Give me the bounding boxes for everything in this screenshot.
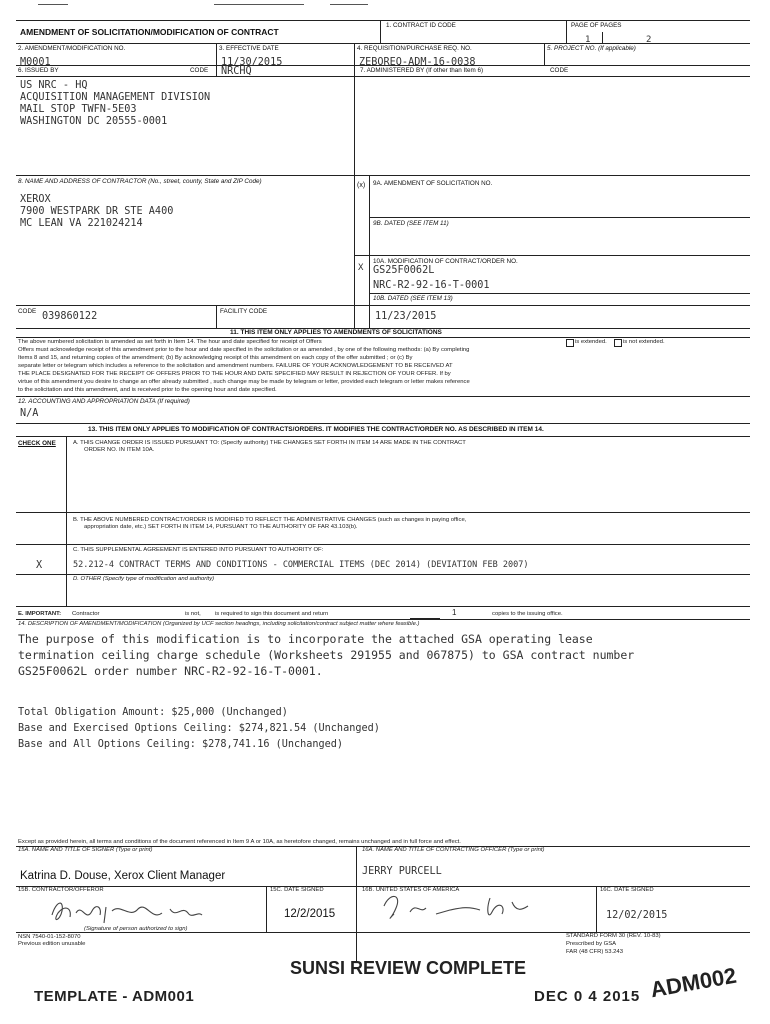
amendment-solicitation-label: 9A. AMENDMENT OF SOLICITATION NO.: [373, 180, 493, 187]
issued-by-code-label: CODE: [190, 67, 209, 74]
copies-count: 1: [452, 608, 457, 617]
s11-extended: is extended.: [575, 339, 607, 345]
issued-by-line-1: US NRC - HQ: [20, 80, 88, 91]
standard-form-text: STANDARD FORM 30 (REV. 10-83): [566, 933, 661, 939]
description-para-1: The purpose of this modification is to incorporate the attached GSA operating lease: [18, 632, 593, 646]
amendment-no-label: 2. AMENDMENT/MODIFICATION NO.: [18, 45, 126, 52]
page-current: 1: [585, 35, 591, 45]
received-date-stamp: DEC 0 4 2015: [534, 988, 641, 1005]
contractor-address-label: 8. NAME AND ADDRESS OF CONTRACTOR (No., street, county, State and ZIP Code): [18, 178, 262, 185]
administered-by-label: 7. ADMINISTERED BY (If other than Item 6): [360, 67, 484, 74]
s13-b-line-1: B. THE ABOVE NUMBERED CONTRACT/ORDER IS MODIFIED TO REFLECT THE ADMINISTRATIVE CHANGES (such as changes in paying office,: [73, 517, 467, 523]
base-all-options-ceiling: Base and All Options Ceiling: $278,741.16 (Unchanged): [18, 739, 344, 750]
issued-by-line-2: ACQUISITION MANAGEMENT DIVISION: [20, 92, 211, 103]
s13-a-line-2: ORDER NO. IN ITEM 10A.: [84, 447, 155, 453]
previous-edition-text: Previous edition unusable: [18, 941, 86, 947]
s11-line-2: Offers must acknowledge receipt of this amendment prior to the hour and date specified in the solicitation or as amended , by one of the following methods: (a) By completing: [18, 347, 470, 353]
important-contractor: Contractor: [72, 611, 100, 617]
administered-by-code-label: CODE: [550, 67, 569, 74]
signer-name-label: 15A. NAME AND TITLE OF SIGNER (Type or print): [18, 847, 153, 853]
effective-date-label: 3. EFFECTIVE DATE: [219, 45, 279, 52]
project-no-label: 5. PROJECT NO. (If applicable): [547, 45, 636, 52]
prescribed-by-text: Prescribed by GSA: [566, 941, 617, 947]
description-label: 14. DESCRIPTION OF AMENDMENT/MODIFICATION (Organized by UCF section headings, including solicitation/contract subject matter where feasible.): [18, 621, 420, 627]
requisition-label: 4. REQUISITION/PURCHASE REQ. NO.: [357, 45, 472, 52]
accounting-label: 12. ACCOUNTING AND APPROPRIATION DATA (If required): [18, 398, 190, 405]
s11-line-7: to the solicitation and this amendment, and is received prior to the opening hour and date specified.: [18, 387, 277, 393]
s11-line-4: separate letter or telegram which includes a reference to the solicitation and amendment numbers. FAILURE OF YOUR ACKNOWLEDGEMENT TO BE RECEIVED AT: [18, 363, 453, 369]
date-signed-15c-value: 12/2/2015: [284, 908, 336, 920]
s13-c-value: 52.212-4 CONTRACT TERMS AND CONDITIONS - COMMERCIAL ITEMS (DEC 2014) (DEVIATION FEB 2007): [73, 560, 529, 570]
accounting-value: N/A: [20, 408, 39, 419]
not-extended-checkbox[interactable]: [614, 339, 622, 347]
template-stamp: TEMPLATE - ADM001: [34, 988, 195, 1005]
signature-caption: (Signature of person authorized to sign): [84, 926, 188, 932]
far-text: FAR (48 CFR) 53.243: [566, 949, 623, 955]
dated-10b-value: 11/23/2015: [375, 311, 437, 322]
dated-10b-label: 10B. DATED (SEE ITEM 13): [373, 295, 453, 302]
box-9a-marker: (x): [357, 182, 366, 189]
usa-label: 16B. UNITED STATES OF AMERICA: [362, 887, 460, 893]
date-signed-16c-value: 12/02/2015: [606, 910, 668, 921]
s13-a-line-1: A. THIS CHANGE ORDER IS ISSUED PURSUANT TO: (Specify authority) THE CHANGES SET FORTH IN ITEM 14 ARE MADE IN THE CONTRACT: [73, 440, 466, 446]
except-text: Except as provided herein, all terms and conditions of the document referenced in Item 9 A or 10A, as heretofore changed, remains unchanged and in full force and effect.: [18, 839, 461, 845]
date-signed-15c-label: 15C. DATE SIGNED: [270, 887, 324, 893]
top-border: [16, 20, 750, 21]
extended-checkbox[interactable]: [566, 339, 574, 347]
s11-line-1: The above numbered solicitation is amended as set forth in Item 14. The hour and date specified for receipt of Offers: [18, 339, 322, 345]
section-11-title: 11. THIS ITEM ONLY APPLIES TO AMENDMENTS OF SOLICITATIONS: [230, 329, 442, 336]
contractor-line-2: 7900 WESTPARK DR STE A400: [20, 206, 174, 217]
modification-contract-line-1: GS25F0062L: [373, 265, 435, 276]
s11-line-5: THE PLACE DESIGNATED FOR THE RECEIPT OF OFFERS PRIOR TO THE HOUR AND DATE SPECIFIED MAY RESULT IN REJECTION OF YOUR OFFER. If by: [18, 371, 451, 377]
contracting-officer-signature: [380, 888, 560, 928]
contractor-line-3: MC LEAN VA 221024214: [20, 218, 143, 229]
facility-code-label: FACILITY CODE: [220, 308, 268, 315]
s13-c-mark: X: [36, 560, 43, 571]
issued-by-line-4: WASHINGTON DC 20555-0001: [20, 116, 168, 127]
modification-contract-line-2: NRC-R2-92-16-T-0001: [373, 280, 490, 291]
s11-line-6: virtue of this amendment you desire to change an offer already submitted , such change may be made by telegram or letter, provided each telegram or letter makes reference: [18, 379, 470, 385]
important-is-not: is not,: [185, 611, 201, 617]
modification-contract-label: 10A. MODIFICATION OF CONTRACT/ORDER NO.: [373, 258, 518, 265]
page-of-pages-label: PAGE OF PAGES: [571, 22, 622, 29]
description-para-2: termination ceiling charge schedule (Worksheets 291955 and 067875) to GSA contract number: [18, 648, 635, 662]
section-13-title: 13. THIS ITEM ONLY APPLIES TO MODIFICATION OF CONTRACTS/ORDERS. IT MODIFIES THE CONTRACT/ORDER NO. AS DESCRIBED IN ITEM 14.: [88, 426, 544, 433]
base-exercised-ceiling: Base and Exercised Options Ceiling: $274,821.54 (Unchanged): [18, 723, 380, 734]
contractor-offeror-label: 15B. CONTRACTOR/OFFEROR: [18, 887, 104, 893]
contractor-line-1: XEROX: [20, 194, 51, 205]
s11-line-3: Items 8 and 15, and returning copies of the amendment; (b) By acknowledging receipt of this amendment on each copy of the offer submitted ; or (c) By: [18, 355, 413, 361]
page-total: 2: [646, 35, 652, 45]
total-obligation: Total Obligation Amount: $25,000 (Unchanged): [18, 707, 288, 718]
copies-tail: copies to the issuing office.: [492, 611, 563, 617]
s13-c-line-1: C. THIS SUPPLEMENTAL AGREEMENT IS ENTERED INTO PURSUANT TO AUTHORITY OF:: [73, 547, 324, 553]
sunsi-review-stamp: SUNSI REVIEW COMPLETE: [290, 958, 527, 978]
contracting-officer-label: 16A. NAME AND TITLE OF CONTRACTING OFFICER (Type or print): [362, 847, 545, 853]
contractor-code: 039860122: [42, 311, 98, 322]
issued-by-label: 6. ISSUED BY: [18, 67, 59, 74]
requisition-value: ZEBOREQ-ADM-16-0038: [359, 57, 476, 68]
s13-b-line-2: appropriation date, etc.) SET FORTH IN ITEM 14, PURSUANT TO THE AUTHORITY OF FAR 43.103(b).: [84, 524, 358, 530]
nsn-text: NSN 7540-01-152-8070: [18, 934, 81, 940]
contractor-code-label: CODE: [18, 308, 37, 315]
contract-id-code-label: 1. CONTRACT ID CODE: [386, 22, 456, 29]
check-one-label: CHECK ONE: [18, 440, 56, 447]
amendment-no-value: M0001: [20, 57, 51, 68]
important-is-required: is required to sign this document and return: [215, 611, 329, 617]
form-title: AMENDMENT OF SOLICITATION/MODIFICATION OF CONTRACT: [20, 27, 279, 37]
box-10a-check: X: [358, 263, 364, 273]
date-signed-16c-label: 16C. DATE SIGNED: [600, 887, 654, 893]
dated-9b-label: 9B. DATED (SEE ITEM 11): [373, 220, 449, 227]
effective-date-value: 11/30/2015: [221, 57, 283, 68]
s13-d-line-1: D. OTHER (Specify type of modification and authority): [73, 576, 215, 582]
issued-by-line-3: MAIL STOP TWFN-5E03: [20, 104, 137, 115]
adm-stamp: ADM002: [648, 962, 739, 1003]
description-para-3: GS25F0062L order number NRC-R2-92-16-T-0001.: [18, 664, 323, 678]
important-label: E. IMPORTANT:: [18, 611, 62, 617]
signer-name-value: Katrina D. Douse, Xerox Client Manager: [20, 870, 226, 882]
contracting-officer-value: JERRY PURCELL: [362, 866, 442, 877]
s11-not-extended: is not extended.: [623, 339, 665, 345]
issued-by-code: NRCHQ: [221, 66, 252, 77]
